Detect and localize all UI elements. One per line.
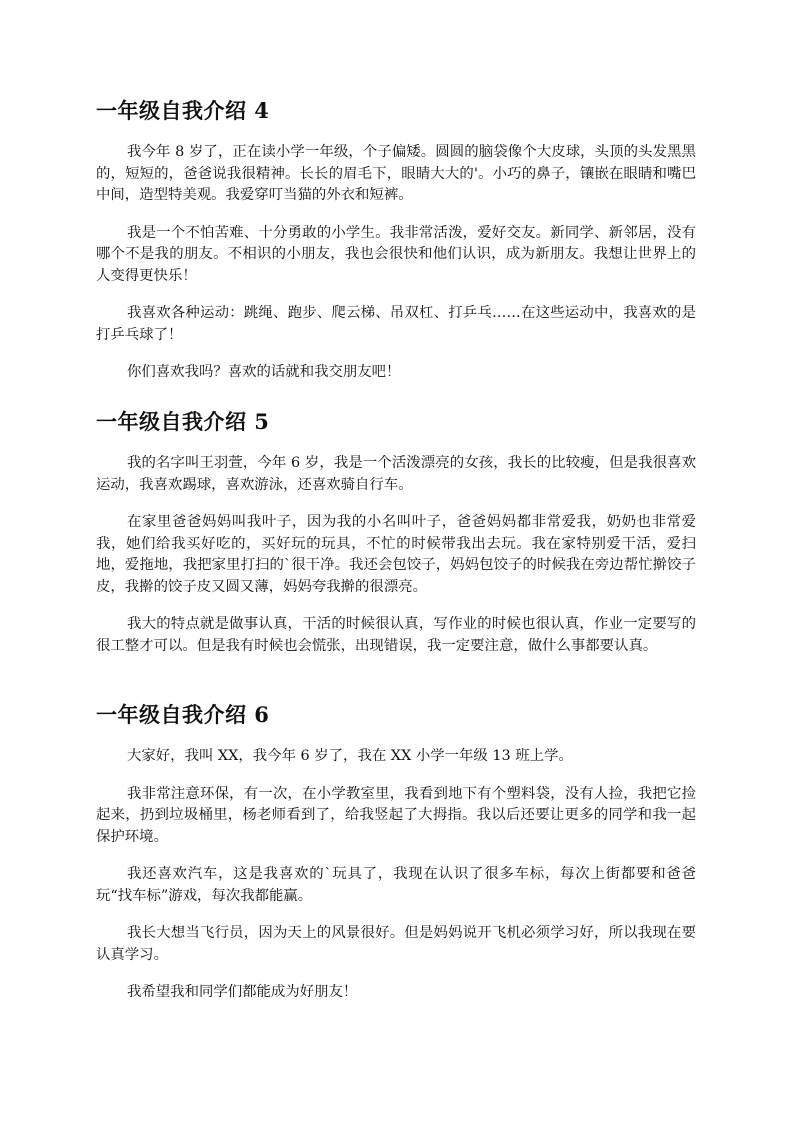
paragraph: 在家里爸爸妈妈叫我叶子，因为我的小名叫叶子，爸爸妈妈都非常爱我，奶奶也非常爱我，她们给我买好吃的，买好玩的玩具，不忙的时候带我出去玩。我在家特别爱干活，爱扫地，爱拖地，我把家里打扫的`很干净。我还会包饺子，妈妈包饺子的时候我在旁边帮忙擀饺子皮，我擀的饺子皮又圆又薄，妈妈夸我擀的很漂亮。 — [96, 514, 696, 595]
paragraph: 我今年 8 岁了，正在读小学一年级，个子偏矮。圆圆的脑袋像个大皮球，头顶的头发黑黑的，短短的，爸爸说我很精神。长长的眉毛下，眼睛大大的'。小巧的鼻子，镶嵌在眼睛和嘴巴中间，造型特美观。我爱穿叮当猫的外衣和短裤。 — [96, 144, 696, 203]
paragraph: 我非常注意环保，有一次，在小学教室里，我看到地下有个塑料袋，没有人捡，我把它捡起来，扔到垃圾桶里，杨老师看到了，给我竖起了大拇指。我以后还要让更多的同学和我一起保护环境。 — [96, 785, 696, 845]
paragraph: 我还喜欢汽车，这是我喜欢的`玩具了，我现在认识了很多车标，每次上街都要和爸爸玩“找车标”游戏，每次我都能赢。 — [96, 866, 696, 904]
section-intro-4 — [96, 97, 696, 384]
paragraph: 我的名字叫王羽萱，今年 6 岁，我是一个活泼漂亮的女孩，我长的比较瘦，但是我很喜欢运动，我喜欢踢球，喜欢游泳，还喜欢骑自行车。 — [96, 455, 696, 493]
section-heading: 一年级自我介绍 5 — [96, 409, 270, 434]
section-intro-6 — [96, 701, 696, 1004]
paragraph: 我是一个不怕苦难、十分勇敢的小学生。我非常活泼，爱好交友。新同学、新邻居，没有哪个不是我的朋友。不相识的小朋友，我也会很快和他们认识，成为新朋友。我想让世界上的人变得更快乐！ — [96, 224, 696, 284]
section-heading: 一年级自我介绍 4 — [96, 98, 270, 123]
paragraph: 我大的特点就是做事认真，干活的时候很认真，写作业的时候也很认真，作业一定要写的很工整才可以。但是我有时候也会慌张，出现错误，我一定要注意，做什么事都要认真。 — [96, 616, 696, 654]
section-intro-5 — [96, 408, 696, 657]
paragraph: 我长大想当飞行员，因为天上的风景很好。但是妈妈说开飞机必须学习好，所以我现在要认真学习。 — [96, 925, 696, 963]
section-heading: 一年级自我介绍 6 — [96, 702, 270, 727]
paragraph: 我喜欢各种运动：跳绳、跑步、爬云梯、吊双杠、打乒乓……在这些运动中，我喜欢的是打乒乓球了！ — [96, 305, 696, 343]
paragraph: 大家好，我叫 XX，我今年 6 岁了，我在 XX 小学一年级 13 班上学。 — [127, 748, 573, 764]
paragraph: 你们喜欢我吗？喜欢的话就和我交朋友吧！ — [127, 364, 401, 380]
paragraph: 我希望我和同学们都能成为好朋友！ — [127, 984, 358, 1000]
